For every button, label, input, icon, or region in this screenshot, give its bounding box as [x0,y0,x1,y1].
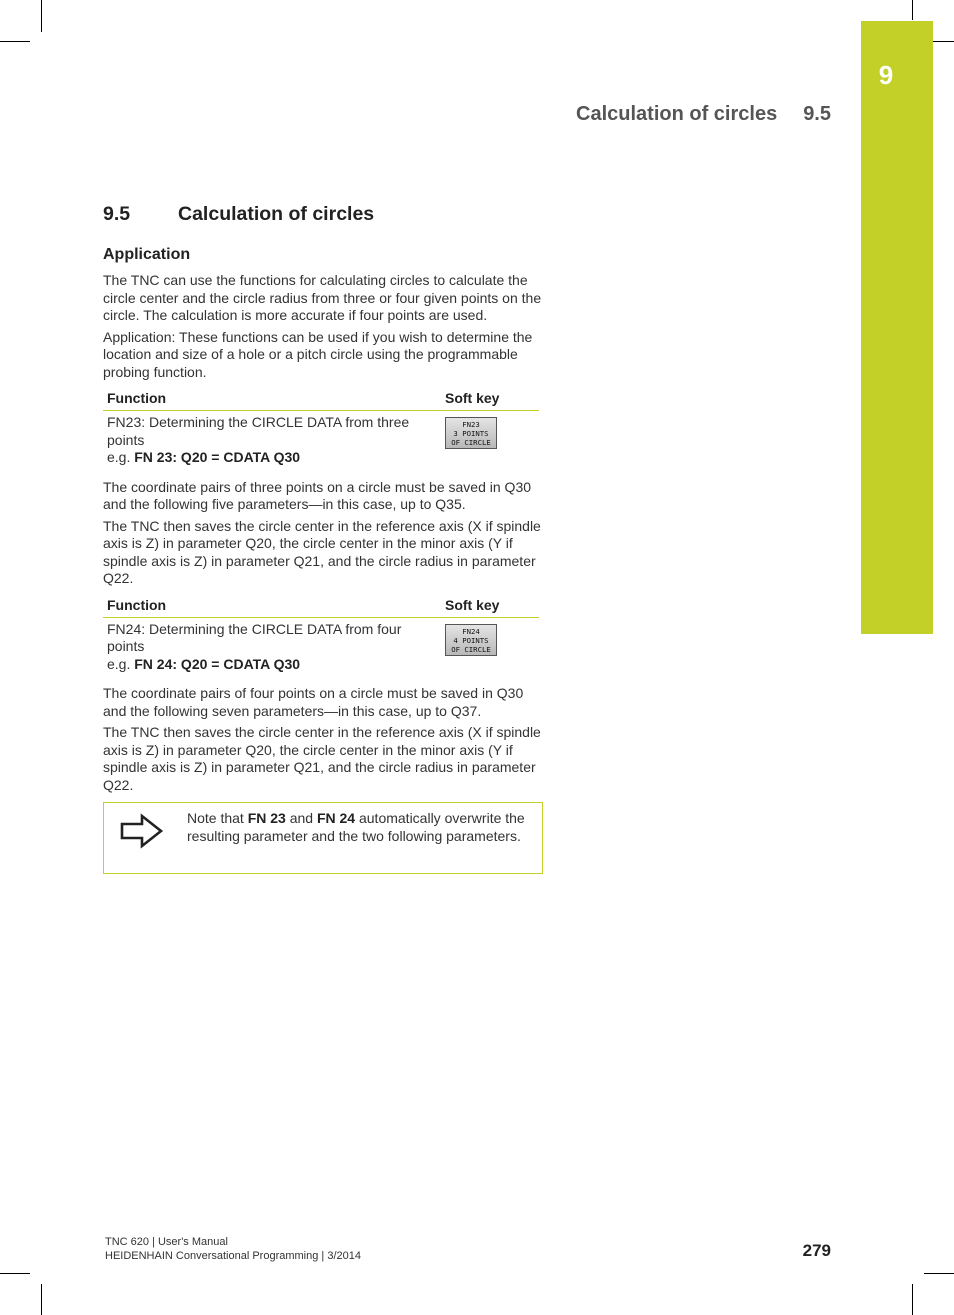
note-code: FN 23 [247,810,286,826]
function-table [103,592,539,678]
footer-line: HEIDENHAIN Conversational Programming | 3/2014 [105,1250,361,1262]
softkey-cell [441,411,539,471]
softkey-line: FN24 [462,626,480,636]
softkey-line: 4 POINTS [453,635,489,645]
footer [105,1235,361,1263]
note-icon-area [104,803,187,873]
softkey-line: 3 POINTS [453,429,489,438]
chapter-number: 9 [878,60,894,90]
section-heading [103,203,543,226]
function-description: FN24: Determining the CIRCLE DATA from four points [107,620,402,654]
softkey-line: OF CIRCLE [451,438,491,447]
table-header-function: Function [103,385,441,411]
crop-mark [0,1273,30,1274]
softkey-line: OF CIRCLE [451,644,491,654]
main-content [103,203,543,874]
subheading: Application [103,246,191,263]
paragraph: The TNC then saves the circle center in the reference axis (X if spindle axis is Z) in parameter Q20, the circle center in the minor axis (Y if spindle axis is Z) in parameter Q21, and the circle radius in parameter Q22. [103,517,541,586]
note-code: FN 24 [316,810,356,826]
crop-mark [41,0,42,32]
section-number: 9.5 [103,203,131,225]
table-header-softkey: Soft key [441,385,539,411]
note-part: Note that [187,810,248,826]
function-cell [103,411,441,471]
paragraph: Application: These functions can be used if you wish to determine the location and size of a hole or a pitch circle using the programmable probing function. [103,328,533,380]
function-description: FN23: Determining the CIRCLE DATA from three points [107,414,410,448]
section-title: Calculation of circles [178,203,375,225]
table-header-function: Function [103,592,441,618]
note-part: and [285,810,317,826]
function-table [103,385,539,471]
paragraph: The coordinate pairs of three points on a circle must be saved in Q30 and the following five parameters—in this case, up to Q35. [103,478,532,512]
example-prefix: e.g. [107,449,135,465]
softkey-cell [441,617,539,677]
table-row [103,411,539,471]
crop-mark [41,1284,42,1315]
crop-mark [912,1284,913,1315]
table-header-softkey: Soft key [441,592,539,618]
running-head-title: Calculation of circles [576,103,778,125]
table-row [103,617,539,677]
paragraph: The coordinate pairs of four points on a circle must be saved in Q30 and the following seven parameters—in this case, up to Q37. [103,685,524,719]
function-cell [103,617,441,677]
softkey-fn23[interactable] [445,417,497,449]
paragraph: The TNC can use the functions for calculating circles to calculate the circle center and the circle radius from three or four given points on the circle. The calculation is more accurate if four points are used. [103,272,542,323]
crop-mark [0,41,30,42]
page-number: 279 [802,1241,831,1260]
paragraph: The TNC then saves the circle center in the reference axis (X if spindle axis is Z) in parameter Q20, the circle center in the minor axis (Y if spindle axis is Z) in parameter Q21, and the circle radius in parameter Q22. [103,724,541,793]
running-head [576,103,831,126]
example-code: FN 23: Q20 = CDATA Q30 [134,449,301,465]
crop-mark [912,0,913,20]
example-code: FN 24: Q20 = CDATA Q30 [134,655,301,672]
arrow-right-icon [120,813,164,849]
crop-mark [924,1273,954,1274]
note-text [187,810,532,845]
note-part: automatically overwrite the resulting parameter and the two following parameters. [187,810,525,844]
running-head-section: 9.5 [803,103,831,125]
softkey-fn24[interactable] [445,624,497,656]
example-prefix: e.g. [107,655,135,672]
footer-line: TNC 620 | User's Manual [105,1236,228,1248]
chapter-tab [861,21,933,634]
note-box [103,802,543,874]
softkey-line: FN23 [462,420,480,429]
